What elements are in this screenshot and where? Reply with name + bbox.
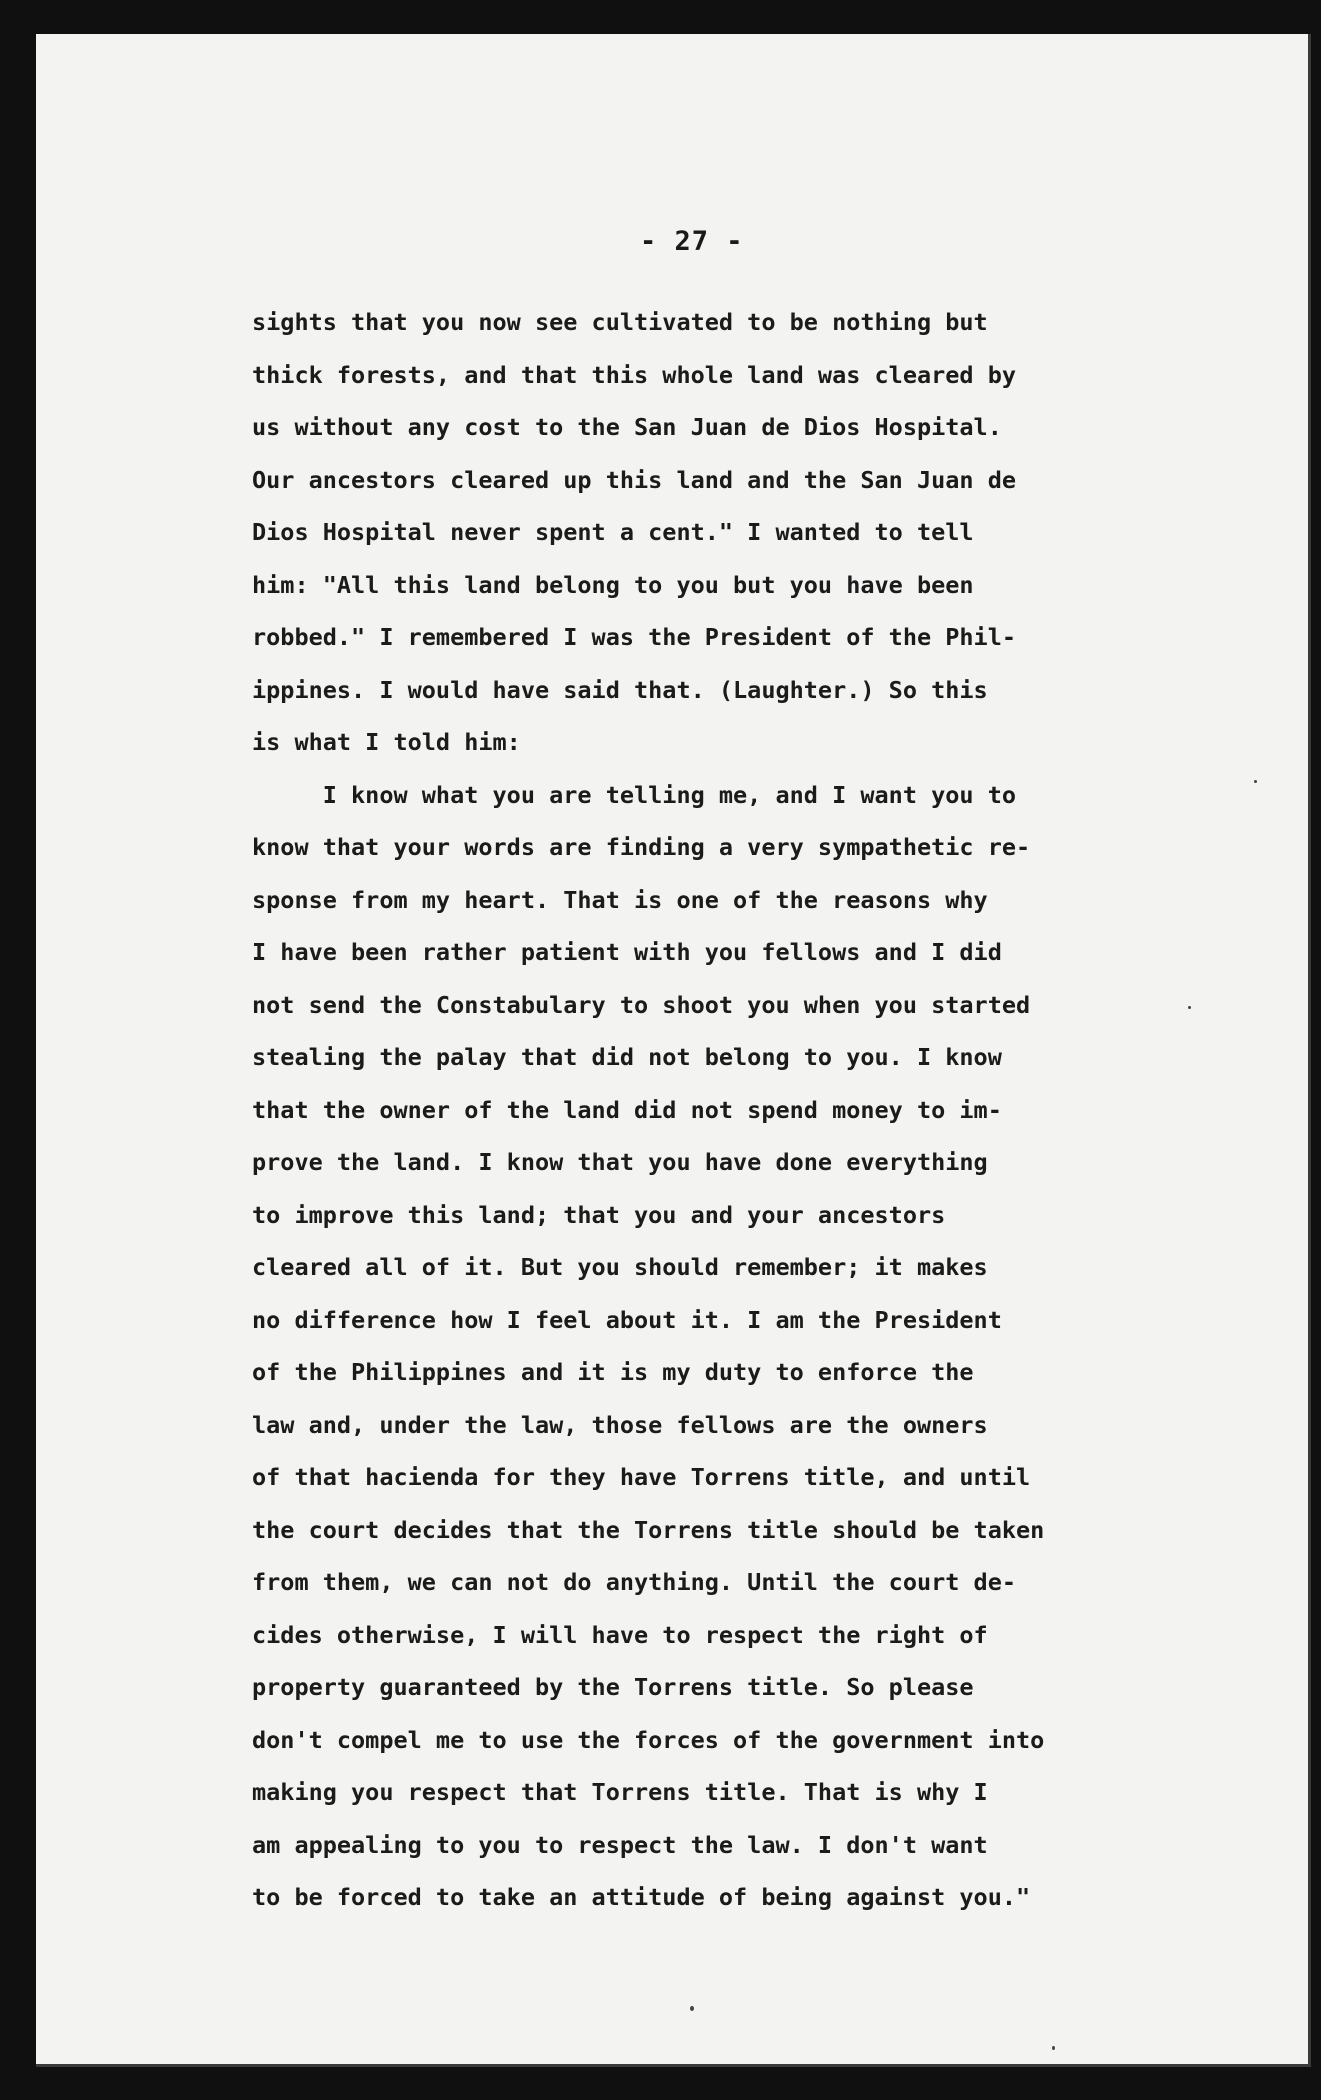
text-line: of the Philippines and it is my duty to enforce the xyxy=(252,1358,974,1386)
text-line: that the owner of the land did not spend money to im- xyxy=(252,1095,1002,1124)
text-line: stealing the palay that did not belong to you. I know xyxy=(252,1043,1002,1071)
scan-speck xyxy=(1052,2046,1055,2050)
text-line: is what I told him: xyxy=(252,728,521,756)
text-line: I have been rather patient with you fellows and I did xyxy=(252,938,1002,966)
text-line: him: "All this land belong to you but you have been xyxy=(252,570,974,599)
scan-speck xyxy=(1188,1006,1191,1009)
text-line: know that your words are finding a very sympathetic re- xyxy=(252,833,1031,861)
text-line: the court decides that the Torrens title should be taken xyxy=(252,1515,1045,1544)
text-line: Our ancestors cleared up this land and the San Juan de xyxy=(252,465,1017,494)
text-line: of that hacienda for they have Torrens title, and until xyxy=(252,1463,1031,1491)
scan-speck xyxy=(1254,780,1257,783)
text-line: sponse from my heart. That is one of the reasons why xyxy=(252,885,988,914)
text-line: prove the land. I know that you have done everything xyxy=(252,1148,988,1176)
text-line: thick forests, and that this whole land was cleared by xyxy=(252,360,1017,389)
text-line: to be forced to take an attitude of being against you." xyxy=(252,1883,1031,1911)
text-line: law and, under the law, those fellows are the owners xyxy=(252,1410,988,1439)
text-line: robbed." I remembered I was the President of the Phil- xyxy=(252,623,1017,651)
text-line: don't compel me to use the forces of the government into xyxy=(252,1725,1045,1754)
text-line: making you respect that Torrens title. That is why I xyxy=(252,1778,988,1806)
text-line: from them, we can not do anything. Until the court de- xyxy=(252,1568,1017,1596)
scan-speck xyxy=(690,2006,694,2011)
text-line: us without any cost to the San Juan de Dios Hospital. xyxy=(252,413,1002,441)
text-line: ippines. I would have said that. (Laughter.) So this xyxy=(252,675,988,704)
text-line: no difference how I feel about it. I am the President xyxy=(252,1305,1002,1334)
text-line: I know what you are telling me, and I want you to xyxy=(252,780,1017,809)
page-number: - 27 - xyxy=(640,226,744,257)
text-line: property guaranteed by the Torrens title. So please xyxy=(252,1673,974,1701)
text-line: Dios Hospital never spent a cent." I wanted to tell xyxy=(252,518,974,546)
text-line: sights that you now see cultivated to be nothing but xyxy=(252,308,988,336)
text-line: to improve this land; that you and your ancestors xyxy=(252,1200,946,1229)
text-line: cides otherwise, I will have to respect the right of xyxy=(252,1620,988,1649)
text-line: cleared all of it. But you should remember; it makes xyxy=(252,1253,988,1281)
text-line: not send the Constabulary to shoot you when you started xyxy=(252,990,1031,1019)
text-line: am appealing to you to respect the law. I don't want xyxy=(252,1830,988,1859)
body-text xyxy=(252,296,1152,1924)
